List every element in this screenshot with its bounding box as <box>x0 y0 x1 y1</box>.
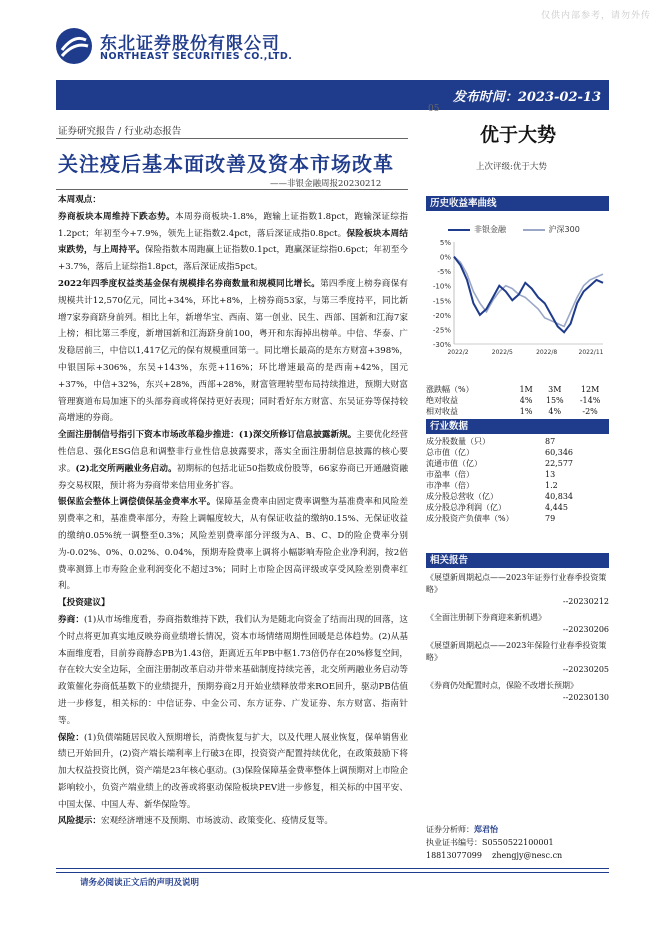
related-report-date: --20230206 <box>562 625 609 634</box>
y-tick-label: 5% <box>439 239 451 247</box>
paragraph: 全面注册制信号指引下资本市场改革稳步推进：(1)深交所修订信息披露新规。主要优化经营性信息、强化ESG信息和调整非行业性信息披露要求，落实全面注册制信息披露的核心要求。(2)北交所两融业务启动。初期标的包括北证50指数成份股等，66家券商已开通融资融券交易权限，预计将为券商带来信用业务扩容。 <box>58 430 408 491</box>
breadcrumb: 证券研究报告 / 行业动态报告 <box>58 126 182 137</box>
section-heading: 本周观点： <box>58 195 101 205</box>
legend-label: 沪深300 <box>548 225 580 234</box>
related-report-date: --20230130 <box>562 693 609 702</box>
publish-date: 发布时间：2023-02-13 <box>452 90 601 105</box>
logo-mark <box>56 28 92 64</box>
related-report-title[interactable]: 《券商仍处配置时点，保险不改增长预期》 <box>426 681 578 690</box>
table-cell: 12M <box>580 385 600 394</box>
table-row <box>426 480 609 491</box>
table-row <box>426 406 609 417</box>
table-cell: 1M <box>519 385 533 394</box>
table-cell: 40,834 <box>545 492 573 501</box>
table-cell: 1% <box>519 407 533 416</box>
table-cell: 13 <box>545 470 556 479</box>
y-tick-label: -5% <box>437 268 451 277</box>
table-cell: 1.2 <box>545 481 558 490</box>
table-row <box>426 469 609 480</box>
watermark: 仅供内部参考，请勿外传 <box>540 11 651 21</box>
paragraph: 银保监会整体上调偿债保基金费率水平。保障基金费率由固定费率调整为基准费率和风险差别费率之和，基准费率部分，寿险上调幅度较大，从有保证收益的缴纳0.15%、无保证收益的缴纳0.05%统一调整至0.3%；风险差别费率部分评级为A、B、C、D的险企费率分别为-0.02%、0%、0.02%、0.04%，预期寿险费率上调将小幅影响寿险企业净利润，按2倍费率测算上市寿险企业利润变化不超过3%；同时上市险企因高评级或享受风险差别费率红利。 <box>58 497 408 592</box>
rating-previous: 上次评级:优于大势 <box>476 162 547 172</box>
divider <box>56 189 408 190</box>
related-report-item[interactable] <box>426 572 609 608</box>
logo-name-en: NORTHEAST SECURITIES CO.,LTD. <box>100 51 293 62</box>
table-cell: 79 <box>545 514 556 523</box>
legend-label: 非银金融 <box>474 225 506 234</box>
table-cell: 流通市值（亿） <box>426 459 482 468</box>
table-cell: 市净率（倍） <box>426 481 474 490</box>
table-row <box>426 513 609 524</box>
divider <box>56 138 408 139</box>
analyst-phone: 18813077099 <box>426 851 482 860</box>
chart-section-title: 历史收益率曲线 <box>426 196 609 211</box>
table-header-row <box>426 384 609 395</box>
x-tick-label: 2022/8 <box>536 349 558 356</box>
related-report-item[interactable] <box>426 640 609 676</box>
publish-banner <box>56 80 609 110</box>
industry-section-title: 行业数据 <box>426 419 609 434</box>
company-logo <box>56 26 306 70</box>
analyst-license: 执业证书编号：S0550522100001 <box>426 838 554 847</box>
y-tick-label: 0% <box>439 253 451 262</box>
rating-current: 优于大势 <box>480 124 557 146</box>
table-cell: 成分股总营收（亿） <box>426 492 498 501</box>
advice-heading: 【投资建议】 <box>58 598 110 609</box>
related-report-date: --20230205 <box>562 665 609 674</box>
table-cell: 4% <box>548 407 562 416</box>
table-cell: 4,445 <box>545 503 568 512</box>
table-cell: -14% <box>579 396 601 405</box>
table-row <box>426 458 609 469</box>
related-report-title[interactable]: 《展望新周期起点——2023年保险行业春季投资策略》 <box>426 641 607 662</box>
industry-data-table <box>426 436 609 524</box>
banner-sub: 05 <box>428 104 440 114</box>
table-cell: 3M <box>548 385 562 394</box>
related-report-title[interactable]: 《展望新周期起点——2023年证券行业春季投资策略》 <box>426 573 607 594</box>
x-tick-label: 2022/11 <box>578 349 604 356</box>
analyst-email[interactable]: zhengjy@nesc.cn <box>492 851 563 860</box>
analyst-info <box>426 823 609 862</box>
y-tick-label: -25% <box>432 326 451 335</box>
y-tick-label: -20% <box>432 311 451 320</box>
x-tick-label: 2022/2 <box>447 349 469 356</box>
paragraph: 保险：(1)负债端随居民收入预期增长，消费恢复与扩大，以及代理人展业恢复，保单销售业绩已开始回升，(2)资产端长端利率上行破3在即，投资资产配置持续优化，在政策鼓励下将加大权益投资比例，资产端是23年核心驱动。(3)保险保障基金费率整体上调预期对上市险企影响较小，负资产端业绩上的改善或将驱动保险板块PEV进一步修复，相关标的中国平安、中国太保、中国人寿、新华保险等。 <box>58 732 408 810</box>
logo-name-cn: 东北证券股份有限公司 <box>100 34 280 54</box>
table-cell: 总市值（亿） <box>426 448 474 457</box>
report-title: 关注疫后基本面改善及资本市场改革 <box>58 152 394 176</box>
chart-legend <box>448 224 580 235</box>
footer-disclaimer[interactable]: 请务必阅读正文后的声明及说明 <box>80 878 200 888</box>
footer-divider <box>56 868 609 869</box>
table-cell: 87 <box>545 437 556 446</box>
table-row <box>426 447 609 458</box>
legend-swatch <box>448 229 470 231</box>
series-line-nonbank-finance <box>454 257 603 333</box>
related-reports <box>426 572 609 708</box>
paragraph: 2022年四季度权益类基金保有规模排名券商数量和规模同比增长。第四季度上榜券商保有规模共计12,570亿元，同比+34%，环比+8%，上榜券商53家，与第三季度持平，同比新增7家券商跻身前列。相比上年，新增华宝、西南、第一创业、民生、西部、国新和江海7家上榜；相比第三季度，新增国新和江海跻身前100，粤开和东海掉出榜单。中信、华泰、广发稳居前三，中信以1,417亿元的保有规模重回第一。同比增长最高的是东方财富+398%，中银国际+306%，东吴+143%，东莞+116%；环比增速最高的是西南+42%，国元+37%，中信+32%，东兴+28%，西部+28%，财富管理转型布局持续推进，预期大财富管理赛道布局加速下的头部券商或将保持更好表现；同时看好东方财富、东吴证券等保持较高增速的券商。 <box>58 278 408 424</box>
table-cell: -2% <box>582 407 598 416</box>
table-cell: 60,346 <box>545 448 573 457</box>
table-cell: 绝对收益 <box>426 396 458 405</box>
footer-divider <box>56 872 609 873</box>
table-cell: 22,577 <box>545 459 573 468</box>
paragraph: 券商板块本周维持下跌态势。本周券商板块-1.8%，跑输上证指数1.8pct，跑输深证综指1.2pct；年初至今+7.9%，领先上证指数2.4pct，落后深证成指0.8pct。保险板块本周结束跌势，与上周持平。保险指数本周跑赢上证指数0.1pct，跑赢深证综指0.6pct；年初至今+3.7%，落后上证综指1.8pct，落后深证成指5pct。 <box>58 211 408 273</box>
report-body <box>58 192 408 830</box>
table-row <box>426 502 609 513</box>
y-tick-label: -30% <box>432 341 451 349</box>
related-report-title[interactable]: 《全面注册制下券商迎来新机遇》 <box>426 613 546 622</box>
y-tick-label: -15% <box>432 297 451 306</box>
table-cell: 成分股资产负债率（%） <box>426 514 514 523</box>
analyst-label: 证券分析师： <box>426 825 474 834</box>
legend-swatch <box>523 229 545 231</box>
table-cell: 涨跌幅（%） <box>426 385 474 394</box>
table-cell: 相对收益 <box>426 407 458 416</box>
table-cell: 成分股数量（只） <box>426 437 490 446</box>
related-report-item[interactable] <box>426 680 609 704</box>
table-cell: 15% <box>545 396 564 405</box>
y-tick-label: -10% <box>432 282 451 291</box>
performance-table <box>426 384 609 417</box>
table-cell: 市盈率（倍） <box>426 470 474 479</box>
table-cell: 成分股总净利润（亿） <box>426 503 506 512</box>
related-report-item[interactable] <box>426 612 609 636</box>
x-tick-label: 2022/5 <box>491 349 513 356</box>
table-row <box>426 395 609 406</box>
series-line-csi300 <box>454 257 603 327</box>
related-report-date: --20230212 <box>562 597 609 606</box>
table-cell: 4% <box>519 396 533 405</box>
table-row <box>426 491 609 502</box>
history-return-chart <box>426 236 609 360</box>
table-row <box>426 436 609 447</box>
paragraph: 券商：(1)从市场维度看，券商指数维持下跌，我们认为是随北向资金了结而出现的回落，这个时点将更加真实地反映券商业绩增长情况，资本市场情绪周期性回暖是总体趋势。(2)从基本面维度看，目前券商静态PB为1.43倍，距离近五年PB中枢1.73倍仍存在20%修复空间，存在较大安全边际，全面注册制改革启动并带来基础制度持续完善，北交所两融业务启动等政策催化券商低基数下的业绩提升，预期券商2月开始业绩释放带来ROE回升，驱动PB估值进一步修复，相关标的：中信证券、中金公司、东方证券、广发证券、东方财富、指南针等。 <box>58 614 408 726</box>
paragraph: 风险提示：宏观经济增速不及预期、市场波动、政策变化、疫情反复等。 <box>58 816 334 827</box>
analyst-name: 郑君怡 <box>474 824 498 834</box>
related-section-title: 相关报告 <box>426 553 609 568</box>
report-subtitle: ——非银金融周报20230212 <box>270 179 382 189</box>
